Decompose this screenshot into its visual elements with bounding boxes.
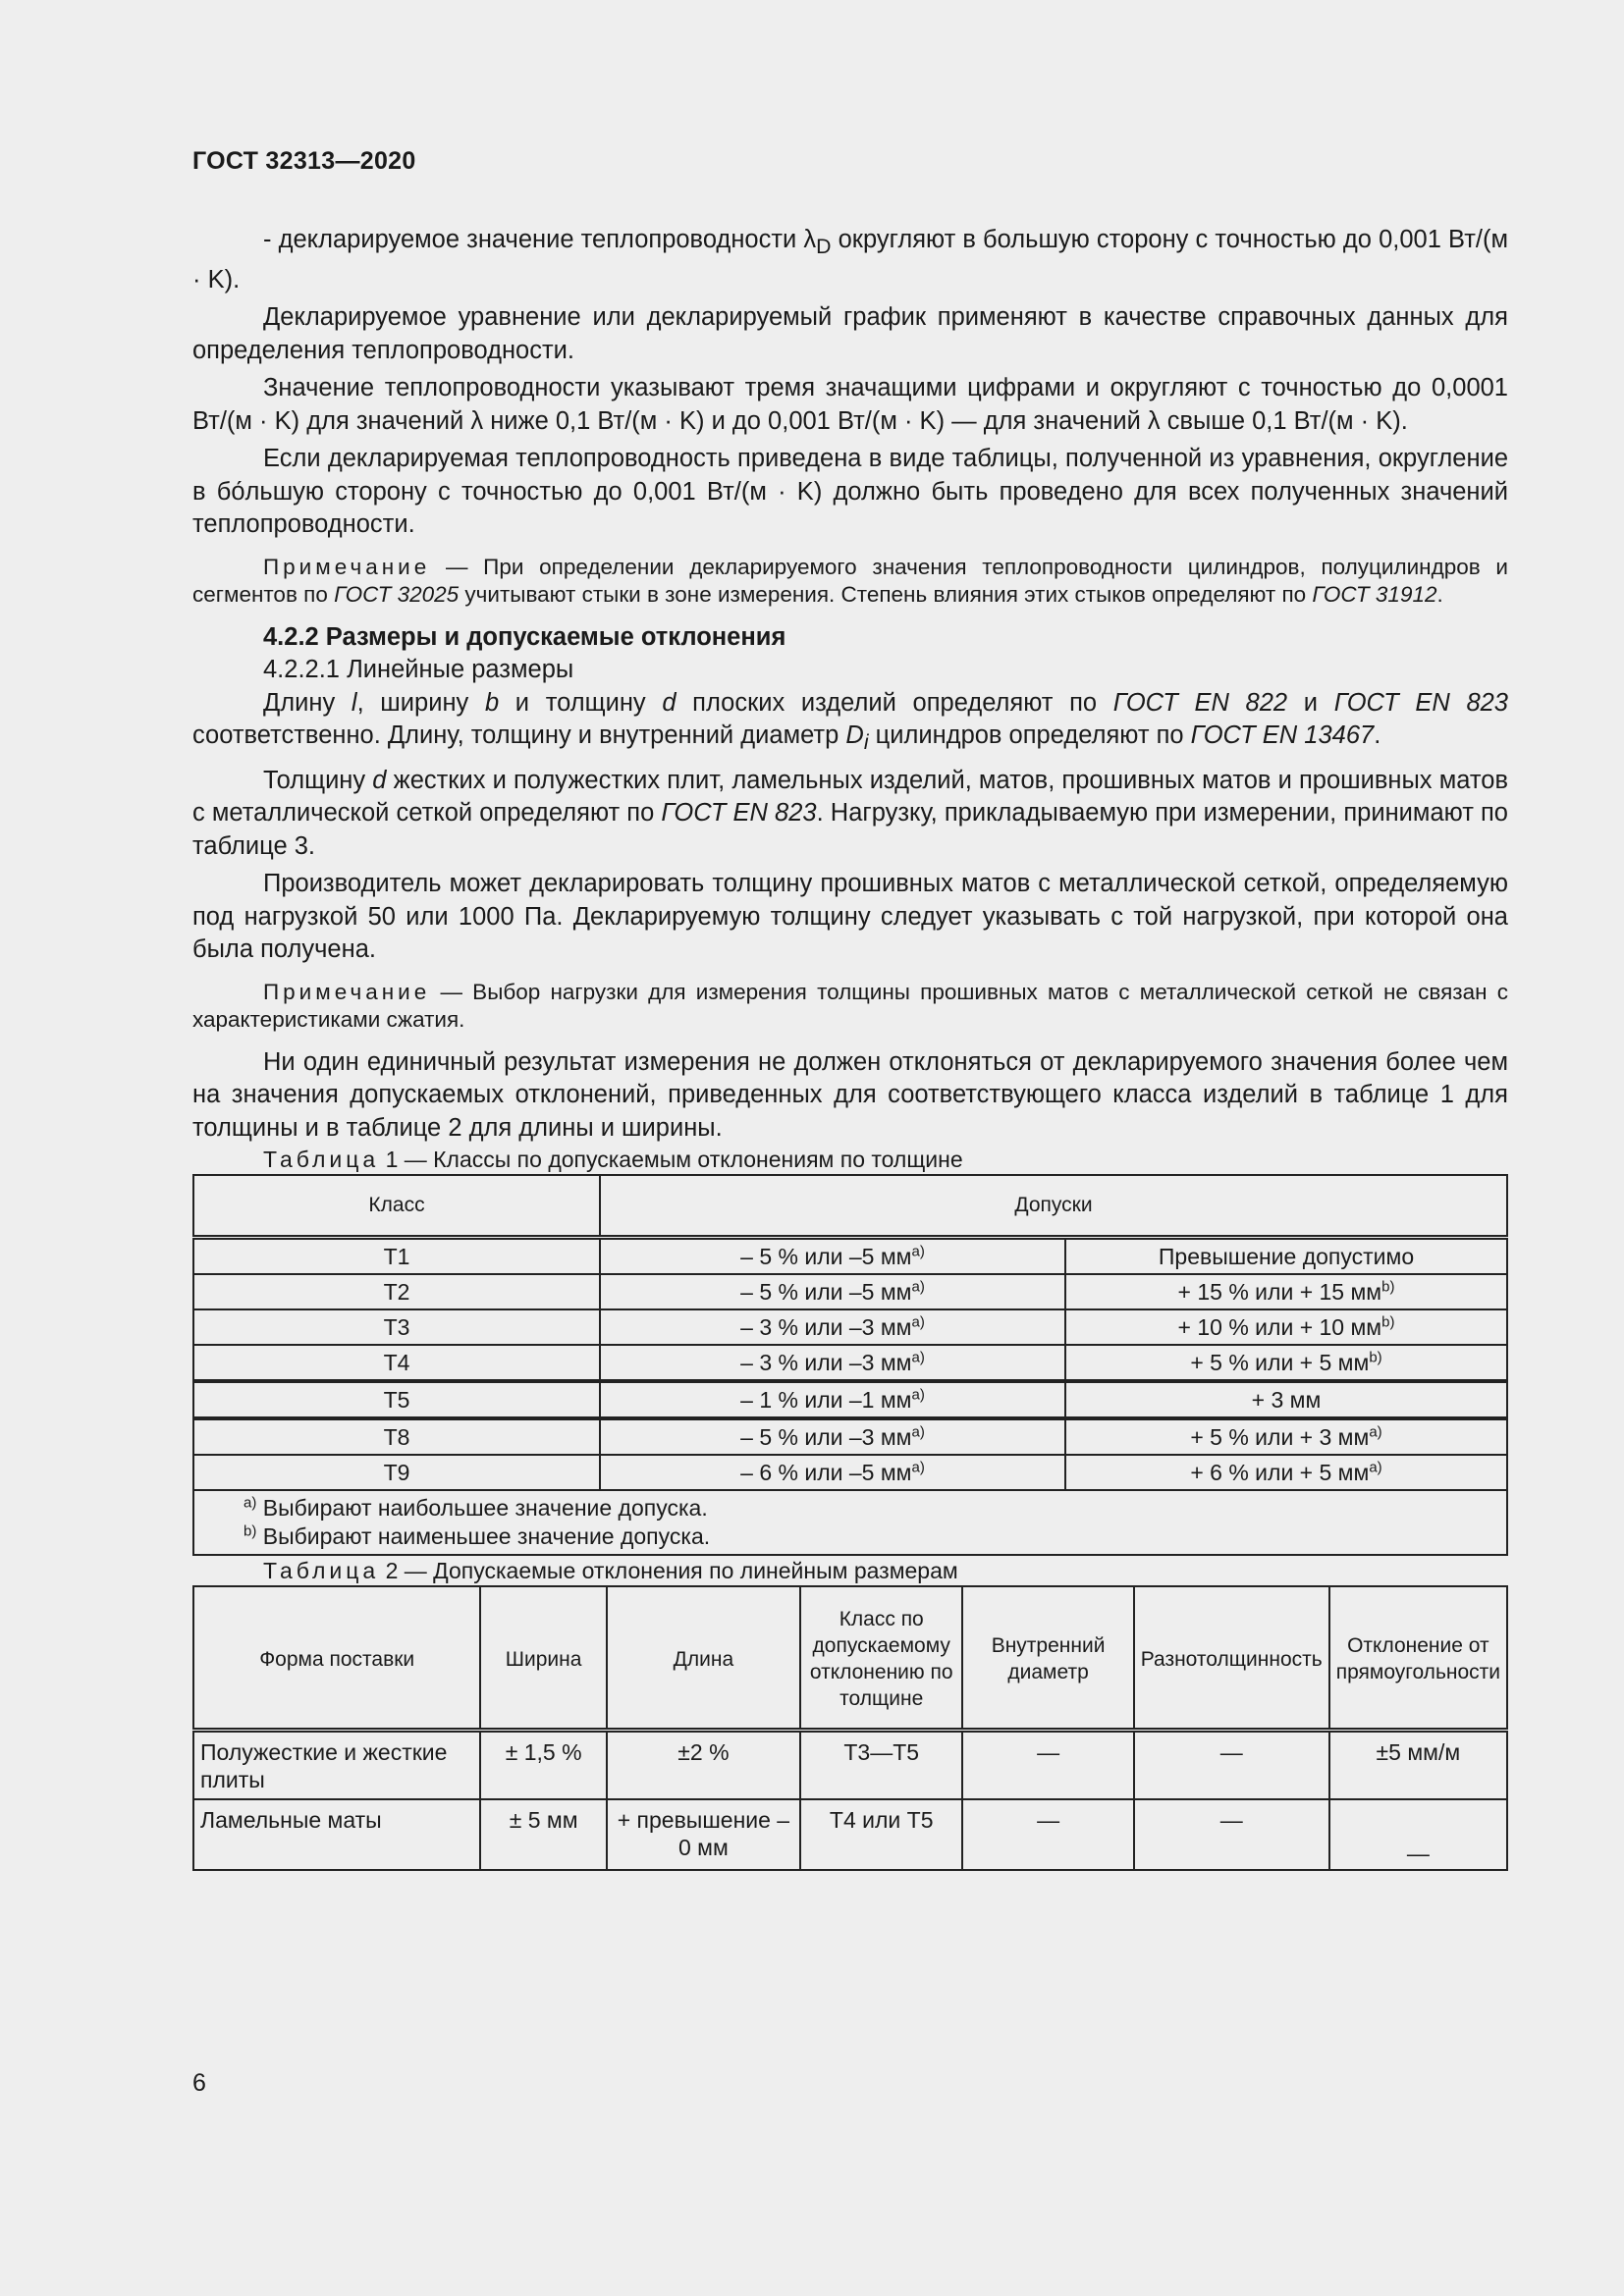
subscript: i — [863, 730, 869, 755]
cell-plus — [1065, 1274, 1507, 1309]
symbol: d — [662, 688, 677, 717]
caption-label: Таблица — [263, 1147, 380, 1173]
table-linear-tolerances — [192, 1585, 1508, 1871]
symbol: b — [484, 688, 500, 717]
cell-value: – 5 % или –5 мм — [740, 1279, 912, 1306]
cell-value: – 5 % или –3 мм — [740, 1424, 912, 1451]
text-run: и толщину — [499, 688, 663, 717]
symbol: l — [351, 688, 357, 717]
document-header: ГОСТ 32313—2020 — [192, 147, 416, 175]
footnote-mark: a) — [911, 1278, 925, 1296]
text-run: плоских изделий определяют по — [676, 688, 1113, 717]
cell-minus — [600, 1274, 1065, 1309]
footnote-mark: a) — [911, 1423, 925, 1441]
cell-value: + 15 % или + 15 мм — [1177, 1279, 1382, 1306]
header-width: Ширина — [480, 1586, 607, 1731]
cell-form: Полужесткие и жесткие плиты — [193, 1731, 480, 1799]
footnote-mark: a) — [244, 1494, 257, 1512]
cell-value: + 5 % или + 3 мм — [1190, 1424, 1370, 1451]
header-length: Длина — [607, 1586, 800, 1731]
caption-text: 2 — Допускаемые отклонения по линейным размерам — [379, 1558, 958, 1584]
text-run: — Выбор нагрузки для измерения толщины прошивных матов с металлической сеткой не связан с характеристиками сжатия. — [192, 979, 1508, 1033]
footnote-mark: a) — [911, 1459, 925, 1476]
cell-class: T2 — [193, 1274, 600, 1309]
cell-class: T9 — [193, 1455, 600, 1490]
standard-reference: ГОСТ EN 823 — [1333, 688, 1508, 717]
footnote-mark: a) — [911, 1349, 925, 1366]
header-squareness: Отклонение от прямоугольности — [1329, 1586, 1507, 1731]
table-footnotes-row — [193, 1490, 1507, 1555]
text-run: учитывают стыки в зоне измерения. Степень влияния этих стыков определяют по — [459, 582, 1313, 608]
header-class: Класс — [193, 1175, 600, 1238]
text-run: цилиндров определяют по — [868, 721, 1191, 750]
text-run: жестких и полужестких плит, ламельных изделий, матов, прошивных матов и прошивных матов с металлической сеткой определяют по — [192, 766, 1508, 828]
cell-length: ±2 % — [607, 1731, 800, 1799]
cell-inner-diameter: — — [962, 1799, 1133, 1870]
caption-label: Таблица — [263, 1558, 380, 1584]
paragraph-manufacturer: Производитель может декларировать толщину прошивных матов с металлической сеткой, определяемую под нагрузкой 50 или 1000 Па. Декларируемую толщину следует указывать с той нагрузкой, при которой она была получена. — [192, 870, 1508, 964]
table-row — [193, 1345, 1507, 1381]
paragraph-dimensions — [192, 687, 1508, 760]
cell-minus — [600, 1309, 1065, 1345]
table-row — [193, 1274, 1507, 1309]
paragraph-significant-digits: Значение теплопроводности указывают тремя значащими цифрами и округляют с точностью до 0,0001 Вт/(м · K) для значений λ ниже 0,1 Вт/(м · K) и до 0,001 Вт/(м · K) — для значений λ свыше 0,1 Вт/(м · K). — [192, 374, 1508, 435]
footnote-mark: a) — [1369, 1459, 1382, 1476]
cell-thickness-variation: — — [1134, 1799, 1329, 1870]
header-thickness-class: Класс по допускаемому отклонению по толщине — [800, 1586, 963, 1731]
cell-squareness: ±5 мм/м — [1329, 1731, 1507, 1799]
header-form: Форма поставки — [193, 1586, 480, 1731]
footnote-mark: b) — [1381, 1313, 1395, 1331]
cell-value: – 5 % или –5 мм — [740, 1244, 912, 1270]
cell-class: T3 — [193, 1309, 600, 1345]
paragraph-single-result: Ни один единичный результат измерения не должен отклоняться от декларируемого значения более чем на значения допускаемых отклонений, приведенных для соответствующего класса изделий в таблице 1 для толщины и в таблице 2 для длины и ширины. — [192, 1047, 1508, 1142]
cell-value: – 6 % или –5 мм — [740, 1460, 912, 1486]
page-number: 6 — [192, 2069, 206, 2097]
cell-value: – 3 % или –3 мм — [740, 1350, 912, 1376]
cell-thickness-variation: — — [1134, 1731, 1329, 1799]
table-row — [193, 1238, 1507, 1275]
table-header-row — [193, 1175, 1507, 1238]
paragraph-table-rounding: Если декларируемая теплопроводность приведена в виде таблицы, полученной из уравнения, округление в бо́льшую сторону с точностью до 0,001 Вт/(м · K) должно быть проведено для всех полученных значений теплопроводности. — [192, 445, 1508, 539]
standard-reference: ГОСТ EN 823 — [661, 799, 817, 828]
section-heading: 4.2.2 Размеры и допускаемые отклонения — [263, 622, 786, 651]
cell-plus — [1065, 1418, 1507, 1455]
table1-caption — [192, 1145, 1508, 1174]
footnote-mark: a) — [911, 1313, 925, 1331]
cell-plus — [1065, 1455, 1507, 1490]
note-label: Примечание — [263, 979, 431, 1004]
symbol: d — [372, 766, 387, 794]
text-run: . — [1436, 582, 1443, 608]
standard-reference: ГОСТ 31912 — [1312, 582, 1437, 608]
header-tolerances: Допуски — [600, 1175, 1507, 1238]
cell-form: Ламельные маты — [193, 1799, 480, 1870]
table-footnotes — [193, 1490, 1507, 1555]
header-inner-diameter: Внутренний диаметр — [962, 1586, 1133, 1731]
cell-class: T3—T5 — [800, 1731, 963, 1799]
document-body — [192, 224, 1508, 1871]
footnote-mark: a) — [911, 1243, 925, 1260]
table-row — [193, 1799, 1507, 1870]
cell-value: Превышение допустимо — [1158, 1244, 1415, 1270]
footnote — [244, 1522, 1500, 1551]
table2-caption — [192, 1556, 1508, 1585]
text-run: округляют в большую сторону с точностью до 0,001 Вт/(м · K). — [192, 226, 1508, 294]
note-load — [192, 979, 1508, 1035]
symbol: D — [845, 721, 864, 750]
text-run: . — [1374, 721, 1381, 750]
cell-width: ± 5 мм — [480, 1799, 607, 1870]
subsection-heading: 4.2.2.1 Линейные размеры — [263, 656, 574, 684]
text-run: Длину — [263, 688, 352, 717]
standard-reference: ГОСТ EN 13467 — [1190, 721, 1375, 750]
note-label: Примечание — [263, 554, 431, 579]
table-row — [193, 1309, 1507, 1345]
cell-value: – 1 % или –1 мм — [740, 1387, 912, 1414]
table-thickness-classes — [192, 1174, 1508, 1556]
text-run: и — [1287, 688, 1334, 717]
cell-minus — [600, 1345, 1065, 1381]
cell-width: ± 1,5 % — [480, 1731, 607, 1799]
caption-text: 1 — Классы по допускаемым отклонениям по толщине — [379, 1147, 963, 1173]
footnote-mark: a) — [911, 1386, 925, 1404]
cell-class: T4 — [193, 1345, 600, 1381]
cell-value: – 3 % или –3 мм — [740, 1314, 912, 1341]
cell-value: + 6 % или + 5 мм — [1190, 1460, 1370, 1486]
standard-reference: ГОСТ EN 822 — [1112, 688, 1288, 717]
table-row — [193, 1381, 1507, 1418]
paragraph-thickness — [192, 765, 1508, 864]
text-run: Толщину — [263, 766, 373, 794]
table-row — [193, 1455, 1507, 1490]
cell-value: + 3 мм — [1251, 1387, 1322, 1414]
footnote-text: Выбирают наибольшее значение допуска. — [256, 1495, 708, 1522]
table-row — [193, 1418, 1507, 1455]
text-run: . Нагрузку, прикладываемую при измерении, принимают по таблице 3. — [192, 799, 1508, 860]
cell-class: T8 — [193, 1418, 600, 1455]
text-run: - декларируемое значение теплопроводности λ — [263, 226, 817, 253]
cell-minus — [600, 1455, 1065, 1490]
cell-minus — [600, 1381, 1065, 1418]
text-run: соответственно. Длину, толщину и внутренний диаметр — [192, 721, 846, 750]
standard-reference: ГОСТ 32025 — [334, 582, 460, 608]
table-header-row — [193, 1586, 1507, 1731]
footnote — [244, 1494, 1500, 1522]
cell-plus — [1065, 1238, 1507, 1275]
paragraph-declared-equation: Декларируемое уравнение или декларируемый график применяют в качестве справочных данных для определения теплопроводности. — [192, 303, 1508, 364]
cell-class: T5 — [193, 1381, 600, 1418]
footnote-mark: a) — [1369, 1423, 1382, 1441]
cell-length: + превышение – 0 мм — [607, 1799, 800, 1870]
cell-plus — [1065, 1381, 1507, 1418]
cell-plus — [1065, 1309, 1507, 1345]
cell-squareness: — — [1329, 1799, 1507, 1870]
footnote-mark: b) — [1381, 1278, 1395, 1296]
cell-plus — [1065, 1345, 1507, 1381]
footnote-mark: b) — [244, 1522, 257, 1540]
table-row — [193, 1731, 1507, 1799]
cell-minus — [600, 1418, 1065, 1455]
text-run: — При определении декларируемого значения теплопроводности цилиндров, полуцилиндров и сегментов по — [192, 554, 1508, 608]
note-cylinders — [192, 554, 1508, 610]
cell-minus — [600, 1238, 1065, 1275]
footnote-mark: b) — [1369, 1349, 1382, 1366]
cell-value: + 10 % или + 10 мм — [1177, 1314, 1382, 1341]
text-run: , ширину — [356, 688, 485, 717]
cell-class: T1 — [193, 1238, 600, 1275]
cell-inner-diameter: — — [962, 1731, 1133, 1799]
paragraph-declared-value — [192, 224, 1508, 296]
subscript: D — [816, 235, 832, 259]
cell-value: + 5 % или + 5 мм — [1190, 1350, 1370, 1376]
footnote-text: Выбирают наименьшее значение допуска. — [256, 1523, 711, 1550]
cell-class: T4 или T5 — [800, 1799, 963, 1870]
header-thickness-variation: Разнотолщинность — [1134, 1586, 1329, 1731]
